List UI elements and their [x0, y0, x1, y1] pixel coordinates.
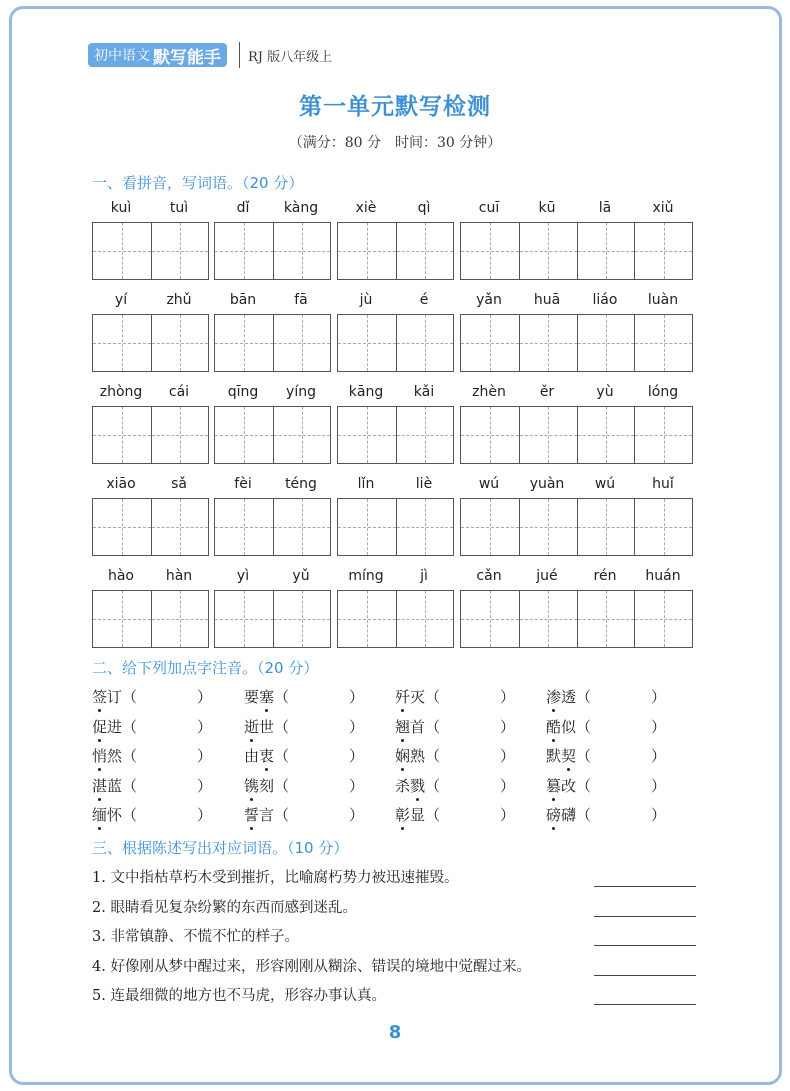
phonetic-item — [92, 745, 212, 766]
writing-cell[interactable] — [215, 223, 273, 279]
writing-cell[interactable] — [151, 223, 209, 279]
writing-cell[interactable] — [273, 223, 331, 279]
pinyin-label: téng — [285, 476, 317, 492]
section1-heading: 一、看拼音，写词语。（20 分） — [92, 174, 304, 192]
pinyin-label: zhòng — [99, 384, 143, 400]
pinyin-label: qì — [417, 200, 431, 216]
pinyin-label: yuàn — [529, 476, 565, 492]
pinyin-label: huǐ — [652, 476, 674, 492]
writing-cell[interactable] — [273, 315, 331, 371]
phonetic-item — [546, 745, 666, 766]
pinyin-label: kàng — [283, 200, 319, 216]
writing-boxes — [337, 222, 454, 280]
phonetic-item — [395, 775, 515, 796]
character: 灭 — [410, 688, 426, 706]
phonetic-item — [92, 716, 212, 737]
dotted-character: 衷 — [259, 747, 275, 765]
character: 言 — [259, 806, 275, 824]
pinyin-label: yí — [114, 292, 128, 308]
writing-boxes — [92, 314, 209, 372]
character: 默 — [546, 747, 562, 765]
answer-blank[interactable]: （ ） — [122, 776, 213, 795]
writing-cell[interactable] — [338, 223, 396, 279]
pinyin-label: kū — [538, 200, 556, 216]
writing-boxes — [337, 314, 454, 372]
answer-blank[interactable]: （ ） — [425, 806, 516, 824]
character: 进 — [107, 717, 123, 736]
phonetic-item — [92, 775, 212, 796]
pinyin-label: rén — [593, 568, 617, 584]
pinyin-label: bān — [229, 292, 257, 308]
dotted-character: 湛 — [92, 776, 108, 795]
writing-cell[interactable] — [215, 591, 273, 647]
answer-line[interactable] — [594, 975, 696, 976]
pinyin-label: dǐ — [236, 200, 250, 216]
word-group — [214, 290, 331, 374]
pinyin-label: lóng — [647, 384, 679, 400]
writing-cell[interactable] — [519, 223, 577, 279]
pinyin-label: cǎn — [476, 568, 502, 584]
writing-cell[interactable] — [151, 591, 209, 647]
phonetic-item — [92, 804, 212, 825]
character: 透 — [561, 688, 577, 706]
phonetic-item — [244, 804, 364, 825]
writing-boxes — [214, 314, 331, 372]
answer-blank[interactable]: （ ） — [122, 747, 213, 765]
writing-cell[interactable] — [396, 591, 454, 647]
grid-row — [92, 566, 692, 650]
phonetic-item — [244, 686, 364, 707]
pinyin-label: yíng — [286, 384, 316, 400]
character: 显 — [410, 806, 426, 824]
pinyin-label: lǐn — [357, 476, 375, 492]
page-subtitle: （满分：80 分 时间：30 分钟） — [288, 135, 502, 151]
pinyin-label: tuì — [169, 200, 189, 216]
writing-boxes — [337, 498, 454, 556]
answer-blank[interactable]: （ ） — [122, 806, 213, 824]
pinyin-label: liáo — [592, 292, 618, 308]
word-group — [460, 566, 693, 650]
writing-cell[interactable] — [577, 499, 635, 555]
pinyin-label: xiāo — [106, 476, 136, 492]
writing-cell[interactable] — [519, 591, 577, 647]
writing-boxes — [337, 406, 454, 464]
writing-cell[interactable] — [396, 223, 454, 279]
writing-cell[interactable] — [93, 315, 151, 371]
writing-cell[interactable] — [577, 223, 635, 279]
phonetic-item — [546, 686, 666, 707]
writing-cell[interactable] — [634, 499, 692, 555]
writing-cell[interactable] — [461, 315, 519, 371]
answer-blank[interactable]: （ ） — [122, 717, 213, 736]
definition-item — [92, 866, 702, 896]
writing-cell[interactable] — [273, 407, 331, 463]
writing-cell[interactable] — [577, 407, 635, 463]
brand-logo — [88, 43, 227, 67]
phonetic-row — [92, 716, 692, 746]
phonetic-item — [395, 745, 515, 766]
dotted-character: 歼 — [395, 688, 411, 706]
dotted-character: 翘 — [395, 717, 411, 736]
character: 改 — [561, 776, 577, 795]
dotted-character: 缅 — [92, 806, 108, 824]
writing-boxes — [460, 590, 693, 648]
edition-label: RJ 版八年级上 — [248, 49, 333, 65]
pinyin-label: wú — [594, 476, 616, 492]
pinyin-label: xiǔ — [652, 200, 674, 216]
dotted-character: 篡 — [546, 776, 562, 795]
word-group — [92, 566, 209, 650]
word-group — [214, 198, 331, 282]
word-group — [337, 198, 454, 282]
answer-line[interactable] — [594, 1004, 696, 1005]
pinyin-label: luàn — [647, 292, 679, 308]
writing-cell[interactable] — [519, 315, 577, 371]
pinyin-label: yǔ — [292, 568, 310, 584]
writing-cell[interactable] — [461, 223, 519, 279]
pinyin-label: xiè — [355, 200, 377, 216]
answer-blank[interactable]: （ ） — [576, 776, 667, 795]
phonetic-item — [244, 716, 364, 737]
grid-row — [92, 474, 692, 558]
writing-boxes — [460, 406, 693, 464]
character: 刻 — [259, 776, 275, 795]
word-group — [337, 382, 454, 466]
writing-cell[interactable] — [577, 591, 635, 647]
word-group — [460, 382, 693, 466]
writing-cell[interactable] — [634, 591, 692, 647]
phonetic-item — [244, 745, 364, 766]
writing-cell[interactable] — [396, 315, 454, 371]
pinyin-label: qīng — [227, 384, 259, 400]
word-group — [92, 474, 209, 558]
character: 首 — [410, 717, 426, 736]
writing-cell[interactable] — [93, 407, 151, 463]
answer-blank[interactable]: （ ） — [425, 717, 516, 736]
word-group — [460, 198, 693, 282]
writing-cell[interactable] — [396, 407, 454, 463]
word-group — [337, 474, 454, 558]
phonetic-item — [546, 804, 666, 825]
writing-boxes — [214, 590, 331, 648]
writing-cell[interactable] — [93, 591, 151, 647]
dotted-character: 逝 — [244, 717, 260, 736]
character: 要 — [244, 688, 260, 706]
writing-boxes — [337, 590, 454, 648]
writing-boxes — [214, 406, 331, 464]
writing-boxes — [92, 498, 209, 556]
dotted-character: 渗 — [546, 688, 562, 706]
pinyin-label: zhèn — [472, 384, 506, 400]
writing-cell[interactable] — [215, 499, 273, 555]
writing-cell[interactable] — [151, 499, 209, 555]
writing-cell[interactable] — [151, 407, 209, 463]
word-group — [460, 290, 693, 374]
page-title: 第一单元默写检测 — [299, 94, 491, 120]
pinyin-label: zhǔ — [166, 292, 192, 308]
character: 世 — [259, 717, 275, 736]
character: 怀 — [107, 806, 123, 824]
pinyin-label: yì — [236, 568, 250, 584]
pinyin-label: kuì — [110, 200, 132, 216]
word-group — [214, 382, 331, 466]
phonetic-row — [92, 775, 692, 805]
writing-cell[interactable] — [634, 407, 692, 463]
writing-cell[interactable] — [461, 499, 519, 555]
writing-boxes — [460, 222, 693, 280]
answer-line[interactable] — [594, 886, 696, 887]
phonetic-item — [395, 804, 515, 825]
grid-row — [92, 382, 692, 466]
pinyin-label: lā — [598, 200, 612, 216]
pinyin-label: wú — [478, 476, 500, 492]
pinyin-label: fā — [294, 292, 308, 308]
pinyin-label: huā — [533, 292, 561, 308]
answer-blank[interactable]: （ ） — [425, 688, 516, 706]
dotted-character: 签 — [92, 688, 108, 706]
writing-cell[interactable] — [215, 407, 273, 463]
dotted-character: 誓 — [244, 806, 260, 824]
writing-cell[interactable] — [396, 499, 454, 555]
word-group — [337, 566, 454, 650]
answer-line[interactable] — [594, 945, 696, 946]
word-group — [460, 474, 693, 558]
dotted-character: 悄 — [92, 747, 108, 765]
writing-cell[interactable] — [338, 591, 396, 647]
word-group — [92, 198, 209, 282]
section2-heading: 二、给下列加点字注音。（20 分） — [92, 659, 319, 677]
pinyin-label: míng — [348, 568, 384, 584]
writing-cell[interactable] — [519, 407, 577, 463]
writing-cell[interactable] — [519, 499, 577, 555]
definition-item — [92, 955, 702, 985]
writing-cell[interactable] — [338, 407, 396, 463]
character: 熟 — [410, 747, 426, 765]
brand-part1: 初中语文 — [94, 48, 150, 64]
pinyin-label: cái — [168, 384, 190, 400]
pinyin-label: kāng — [348, 384, 384, 400]
writing-cell[interactable] — [93, 499, 151, 555]
answer-blank[interactable]: （ ） — [576, 717, 667, 736]
writing-boxes — [460, 498, 693, 556]
writing-cell[interactable] — [273, 499, 331, 555]
word-group — [214, 474, 331, 558]
pinyin-label: yǎn — [476, 292, 502, 308]
writing-cell[interactable] — [93, 223, 151, 279]
word-group — [92, 290, 209, 374]
phonetic-item — [92, 686, 212, 707]
phonetic-item — [395, 716, 515, 737]
character: 蓝 — [107, 776, 123, 795]
answer-blank[interactable]: （ ） — [274, 688, 365, 706]
writing-boxes — [92, 590, 209, 648]
definition-item — [92, 896, 702, 926]
header-divider — [239, 42, 240, 68]
grid-row — [92, 290, 692, 374]
dotted-character: 塞 — [259, 688, 275, 706]
writing-boxes — [92, 222, 209, 280]
pinyin-label: kǎi — [413, 384, 435, 400]
pinyin-label: liè — [415, 476, 433, 492]
pinyin-label: sǎ — [171, 476, 187, 492]
answer-line[interactable] — [594, 916, 696, 917]
pinyin-label: yù — [596, 384, 614, 400]
definition-text: 2. 眼睛看见复杂纷繁的东西而感到迷乱。 — [92, 899, 357, 916]
writing-cell[interactable] — [151, 315, 209, 371]
dotted-character: 镌 — [244, 776, 260, 795]
definition-text: 1. 文中指枯草朽木受到摧折，比喻腐朽势力被迅速摧毁。 — [92, 870, 459, 886]
answer-blank[interactable]: （ ） — [274, 776, 365, 795]
pinyin-label: huán — [645, 568, 681, 584]
writing-boxes — [214, 498, 331, 556]
dotted-character: 磅 — [546, 806, 562, 824]
answer-blank[interactable]: （ ） — [576, 806, 667, 824]
definition-item — [92, 925, 702, 955]
pinyin-label: jù — [359, 292, 373, 308]
dotted-character: 戮 — [410, 776, 426, 795]
brand-part2: 默写能手 — [153, 47, 221, 68]
pinyin-label: ěr — [539, 384, 555, 400]
writing-cell[interactable] — [461, 407, 519, 463]
answer-blank[interactable]: （ ） — [274, 806, 365, 824]
answer-blank[interactable]: （ ） — [122, 688, 213, 706]
word-group — [92, 382, 209, 466]
writing-cell[interactable] — [273, 591, 331, 647]
answer-blank[interactable]: （ ） — [274, 747, 365, 765]
definition-item — [92, 984, 702, 1014]
answer-blank[interactable]: （ ） — [576, 747, 667, 765]
character: 然 — [107, 747, 123, 765]
character: 礴 — [561, 806, 577, 824]
dotted-character: 酷 — [546, 717, 562, 736]
pinyin-label: jué — [536, 568, 558, 584]
pinyin-label: hào — [107, 568, 135, 584]
definition-text: 3. 非常镇静、不慌不忙的样子。 — [92, 929, 299, 945]
writing-cell[interactable] — [215, 315, 273, 371]
dotted-character: 促 — [92, 717, 108, 736]
definition-text: 4. 好像刚从梦中醒过来，形容刚刚从糊涂、错误的境地中觉醒过来。 — [92, 958, 531, 975]
pinyin-label: jì — [420, 568, 428, 584]
pinyin-label: hàn — [165, 568, 193, 584]
writing-cell[interactable] — [338, 315, 396, 371]
word-group — [337, 290, 454, 374]
writing-cell[interactable] — [634, 315, 692, 371]
pinyin-label: fèi — [234, 476, 252, 492]
definition-text: 5. 连最细微的地方也不马虎，形容办事认真。 — [92, 988, 386, 1004]
character: 似 — [561, 717, 577, 736]
phonetic-item — [546, 775, 666, 796]
character: 杀 — [395, 776, 411, 795]
answer-blank[interactable]: （ ） — [274, 717, 365, 736]
section3-heading: 三、根据陈述写出对应词语。（10 分） — [92, 839, 349, 857]
answer-blank[interactable]: （ ） — [425, 776, 516, 795]
phonetic-item — [244, 775, 364, 796]
writing-cell[interactable] — [634, 223, 692, 279]
phonetic-row — [92, 745, 692, 775]
grid-row — [92, 198, 692, 282]
dotted-character: 契 — [561, 747, 577, 765]
character: 订 — [107, 688, 123, 706]
writing-boxes — [460, 314, 693, 372]
character: 由 — [244, 747, 260, 765]
phonetic-row — [92, 686, 692, 716]
answer-blank[interactable]: （ ） — [425, 747, 516, 765]
page-header — [88, 42, 332, 68]
writing-boxes — [214, 222, 331, 280]
pinyin-label: é — [419, 292, 429, 308]
writing-cell[interactable] — [338, 499, 396, 555]
phonetic-item — [395, 686, 515, 707]
page-number: 8 — [388, 1022, 402, 1043]
phonetic-row — [92, 804, 692, 834]
writing-cell[interactable] — [577, 315, 635, 371]
answer-blank[interactable]: （ ） — [576, 688, 667, 706]
phonetic-item — [546, 716, 666, 737]
dotted-character: 彰 — [395, 806, 411, 824]
pinyin-label: cuī — [478, 200, 500, 216]
writing-boxes — [92, 406, 209, 464]
writing-cell[interactable] — [461, 591, 519, 647]
dotted-character: 娴 — [395, 747, 411, 765]
word-group — [214, 566, 331, 650]
